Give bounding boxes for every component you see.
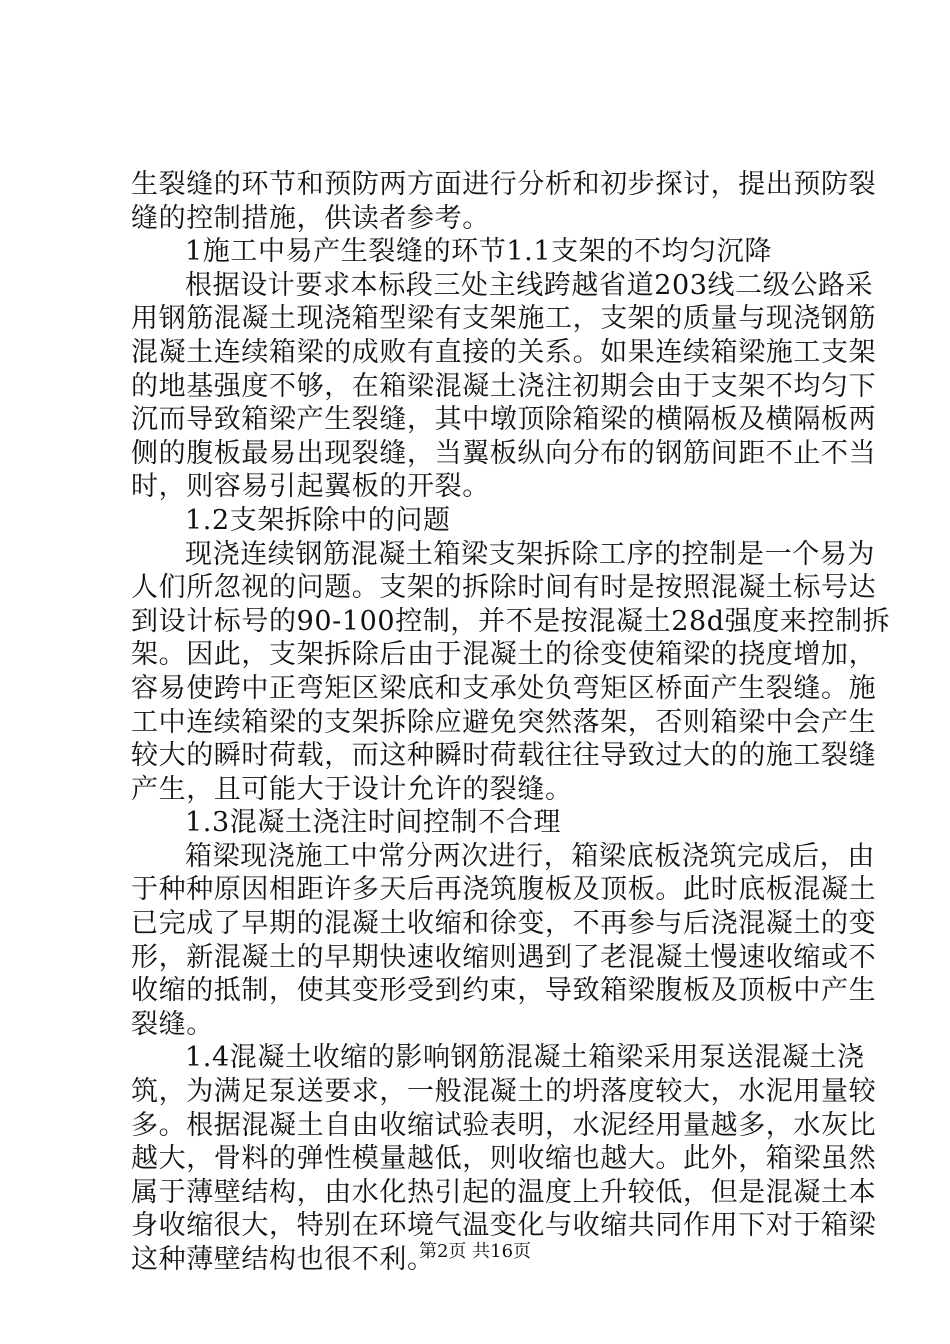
text-line: 裂缝。 (131, 1008, 214, 1040)
text-line: 形，新混凝土的早期快速收缩则遇到了老混凝土慢速收缩或不 (131, 941, 877, 973)
text-line: 于种种原因相距许多天后再浇筑腹板及顶板。此时底板混凝土 (131, 874, 877, 906)
section-heading: 1.2支架拆除中的问题 (185, 504, 451, 536)
text-line: 混凝土连续箱梁的成败有直接的关系。如果连续箱梁施工支架 (131, 336, 877, 368)
text-line: 产生，且可能大于设计允许的裂缝。 (131, 773, 573, 805)
text-line: 缝的控制措施，供读者参考。 (131, 202, 490, 234)
text-line: 属于薄壁结构，由水化热引起的温度上升较低，但是混凝土本 (131, 1176, 877, 1208)
text-line: 根据设计要求本标段三处主线跨越省道203线二级公路采 (185, 269, 874, 301)
section-heading: 1施工中易产生裂缝的环节1.1支架的不均匀沉降 (185, 236, 772, 268)
text-line: 越大，骨料的弹性模量越低，则收缩也越大。此外，箱梁虽然 (131, 1143, 877, 1175)
text-line: 侧的腹板最易出现裂缝，当翼板纵向分布的钢筋间距不止不当 (131, 437, 877, 469)
document-body (131, 168, 891, 1277)
text-line: 工中连续箱梁的支架拆除应避免突然落架，否则箱梁中会产生 (131, 706, 877, 738)
text-line: 容易使跨中正弯矩区梁底和支承处负弯矩区桥面产生裂缝。施 (131, 672, 877, 704)
text-line: 沉而导致箱梁产生裂缝，其中墩顶除箱梁的横隔板及横隔板两 (131, 404, 877, 436)
text-line: 身收缩很大，特别在环境气温变化与收缩共同作用下对于箱梁 (131, 1210, 877, 1242)
text-line: 架。因此，支架拆除后由于混凝土的徐变使箱梁的挠度增加， (131, 639, 877, 671)
section-heading: 1.4混凝土收缩的影响钢筋混凝土箱梁采用泵送混凝土浇 (185, 1042, 865, 1074)
text-line: 现浇连续钢筋混凝土箱梁支架拆除工序的控制是一个易为 (185, 538, 875, 570)
text-line: 这种薄壁结构也很不利。 (131, 1244, 435, 1275)
text-line: 已完成了早期的混凝土收缩和徐变，不再参与后浇混凝土的变 (131, 908, 877, 940)
text-line: 到设计标号的90-100控制，并不是按混凝土28d强度来控制拆 (131, 605, 891, 637)
section-heading: 1.3混凝土浇注时间控制不合理 (185, 807, 561, 839)
text-line: 筑，为满足泵送要求，一般混凝土的坍落度较大，水泥用量较 (131, 1076, 877, 1108)
text-line: 较大的瞬时荷载，而这种瞬时荷载往往导致过大的的施工裂缝 (131, 740, 877, 772)
text-line: 箱梁现浇施工中常分两次进行，箱梁底板浇筑完成后，由 (185, 840, 875, 872)
page-number: 第2页 共16页 (418, 1241, 532, 1262)
text-line: 多。根据混凝土自由收缩试验表明，水泥经用量越多，水灰比 (131, 1109, 877, 1141)
text-line: 人们所忽视的问题。支架的拆除时间有时是按照混凝土标号达 (131, 572, 877, 604)
text-line: 用钢筋混凝土现浇箱型梁有支架施工，支架的质量与现浇钢筋 (131, 303, 877, 335)
text-line: 时，则容易引起翼板的开裂。 (131, 471, 490, 503)
text-line: 收缩的抵制，使其变形受到约束，导致箱梁腹板及顶板中产生 (131, 975, 877, 1007)
text-line: 的地基强度不够，在箱梁混凝土浇注初期会由于支架不均匀下 (131, 370, 877, 402)
text-line: 生裂缝的环节和预防两方面进行分析和初步探讨，提出预防裂 (131, 169, 877, 200)
